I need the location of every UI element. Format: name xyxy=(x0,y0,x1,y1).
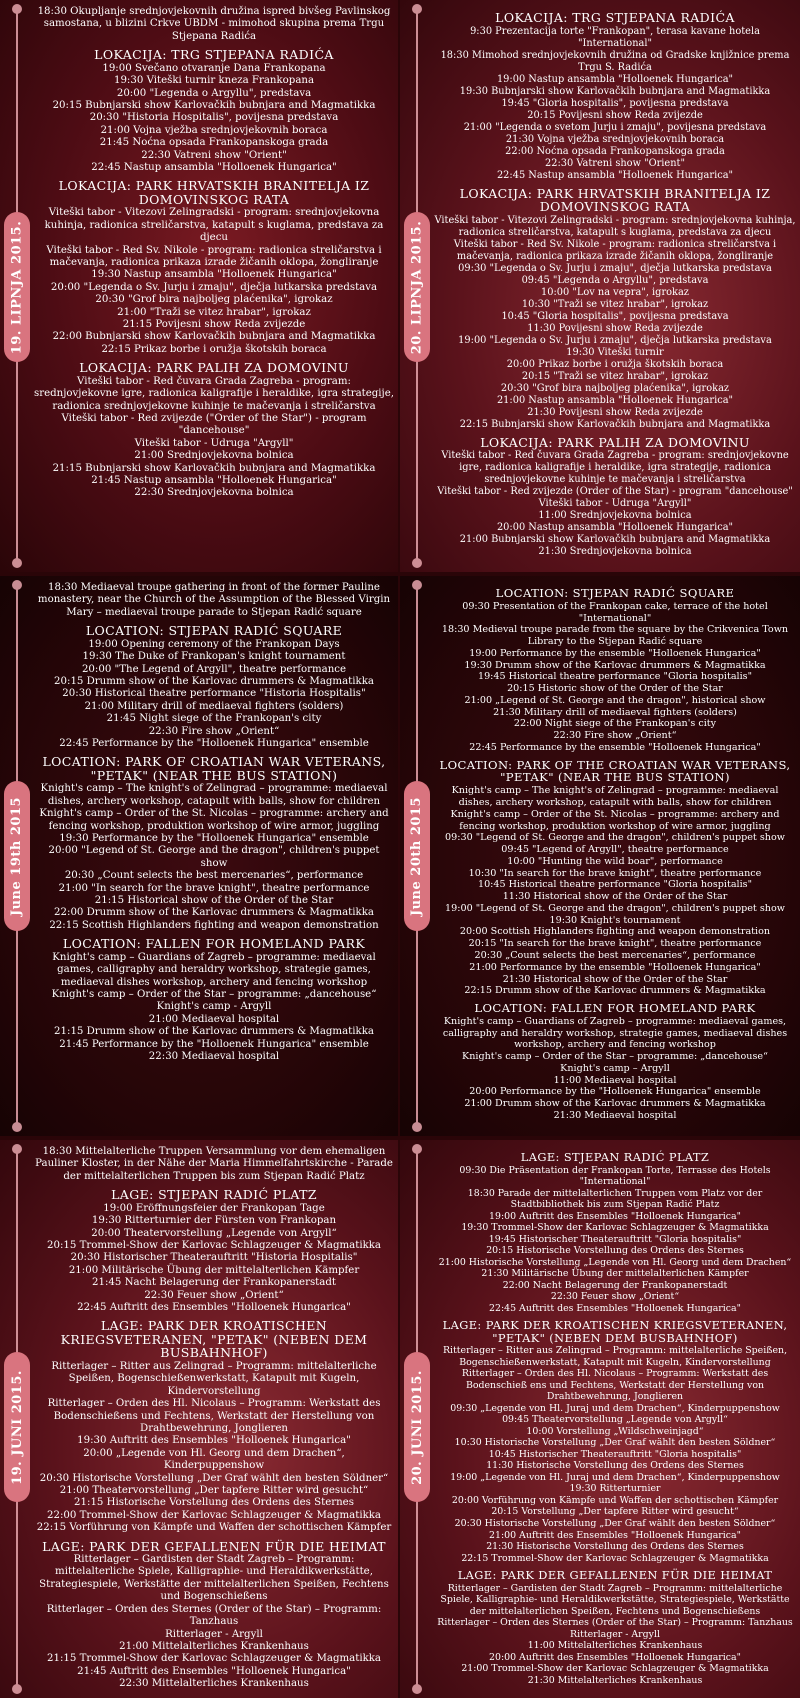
event-line: 20:00 Vorführung von Kämpfe und Waffen der schottischen Kämpfer xyxy=(451,1494,779,1506)
event-line: 21:00 Performance by the ensemble "Holloenek Hungarica" xyxy=(469,961,761,973)
location-heading: LAGE: PARK DER KROATISCHEN KRIEGSVETERANEN, "PETAK" (NEBEN DEM BUSBAHNHOF) xyxy=(60,1318,368,1361)
event-line: 10:00 "Lov na vepra", igrokaz xyxy=(541,286,689,298)
event-line: 20:00 Scottish Highlanders fighting and weapon demonstration xyxy=(459,926,771,938)
event-line: 22:15 Bubnjarski show Karlovačkih bubnjara and Magmatikka xyxy=(459,418,771,430)
panel-en-day1 xyxy=(0,576,398,1136)
location-heading: LAGE: STJEPAN RADIĆ PLATZ xyxy=(520,1150,710,1164)
location-heading: LOKACIJA: PARK HRVATSKIH BRANITELJA IZ DOMOVINSKOG RATA xyxy=(58,178,370,207)
schedule-content xyxy=(434,6,796,558)
event-line: 11:00 Srednjovjekovna bolnica xyxy=(538,510,692,521)
event-line: 9:30 Prezentacija torte "Frankopan", terasa kavane hotela "International" xyxy=(470,25,760,49)
event-line: 09:30 "Legenda o Sv. Jurju i zmaju", dječja lutkarska predstava xyxy=(458,262,772,274)
event-line: Knight's camp – The knight's of Zelingrad – programme: mediaeval dishes, archery workshop, catapult with balls, show for children xyxy=(451,785,779,809)
event-line: 18:30 Mimohod srednjovjekovnih družina od Gradske knjižnice prema Trgu S. Radića xyxy=(440,49,790,73)
event-line: 19:30 Drumm show of the Karlovac drummers & Magmatikka xyxy=(464,659,766,671)
event-line: 21:30 Srednjovjekovna bolnica xyxy=(538,546,692,557)
panel-hr-day2 xyxy=(400,0,800,572)
schedule-content xyxy=(34,582,394,1063)
event-line: 11:30 Historische Vorstellung des Ordens des Sternes xyxy=(486,1460,744,1472)
event-line: 21:00 Nastup ansambla "Holloenek Hungarica" xyxy=(496,394,734,406)
event-line: Viteški tabor - Udruga "Argyll" xyxy=(538,498,692,509)
event-line: 19:00 Performance by the ensemble "Holloenek Hungarica" xyxy=(469,647,761,659)
date-badge: 19. LIPNJA 2015. xyxy=(4,212,30,362)
event-line: 22:00 Night siege of the Frankopan's city xyxy=(513,718,717,730)
event-line: 21:45 Nacht Belagerung der Frankopanerstadt xyxy=(92,1277,336,1289)
event-line: 19:30 Performance by the "Holloenek Hungarica" ensemble xyxy=(59,833,369,844)
event-line: 19:30 Bubnjarski show Karlovačkih bubnjara and Magmatikka xyxy=(459,85,771,97)
event-line: 21:00 Drumm show of the Karlovac drummers & Magmatikka xyxy=(464,1098,766,1110)
event-line: 19:00 Eröffnungsfeier der Frankopan Tage xyxy=(103,1202,325,1214)
event-line: 19:45 Historical theatre performance "Gloria hospitalis" xyxy=(477,671,753,683)
event-line: Ritterlager – Orden des Sternes (Order of the Star) – Programm: Tanzhaus xyxy=(437,1617,793,1629)
event-line: 19:30 Viteški turnir xyxy=(566,346,664,358)
event-line: Ritterlager – Gardisten der Stadt Zagreb – Programm: mittelalterliche Spiele, Kalligraphie- und Heraldikwerkstätte, Strategiespiele, Werkstätte der mittelalterlichen Speißen, Fechtens und Bogenschießens xyxy=(39,1554,389,1603)
location-heading: LOKACIJA: PARK PALIH ZA DOMOVINU xyxy=(480,434,750,450)
event-line: 21:45 Noćna opsada Frankopanskoga grada xyxy=(99,137,329,149)
event-line: 22:00 Nacht Belagerung der Frankopanerstadt xyxy=(502,1279,728,1291)
date-badge: June 19th 2015 xyxy=(4,781,30,931)
event-line: 19:00 Nastup ansambla "Holloenek Hungarica" xyxy=(496,73,734,85)
event-line: 19:00 Svečano otvaranje Dana Frankopana xyxy=(102,62,326,74)
event-line: 10:30 "Traži se vitez hrabar", igrokaz xyxy=(521,298,709,310)
event-line: 22:30 Mediaeval hospital xyxy=(148,1051,280,1062)
event-line: 11:00 Mittelalterliches Krankenhaus xyxy=(527,1640,703,1652)
event-line: 20:15 Trommel-Show der Karlovac Schlagzeuger & Magmatikka xyxy=(46,1239,381,1251)
event-line: 22:30 Feuer show „Orient“ xyxy=(550,1291,680,1303)
event-line: Knight's camp – Guardians of Zagreb – programme: mediaeval games, calligraphy and heraldry workshop, strategie games, mediaeval dishes workshop, archery and fencing workshop xyxy=(442,1015,788,1051)
event-line: 20:30 "Grof bira najboljeg plaćenika", igrokaz xyxy=(500,382,730,394)
event-line: 21:00 Trommel-Show der Karlovac Schlagzeuger & Magmatikka xyxy=(461,1663,769,1675)
event-line: 21:15 Trommel-Show der Karlovac Schlagzeuger & Magmatikka xyxy=(46,1653,381,1665)
event-line: 20:15 Vorstellung „Der tapfere Ritter wird gesucht“ xyxy=(491,1506,739,1518)
event-line: Ritterlager - Argyll xyxy=(165,1628,263,1640)
event-line: 21:00 Militärische Übung der mittelalterlichen Kämpfer xyxy=(68,1264,360,1276)
event-line: 21:00 "In search for the brave knight", theatre performance xyxy=(58,882,370,894)
event-line: 22:00 Bubnjarski show Karlovačkih bubnjara and Magmatikka xyxy=(52,331,376,343)
event-line: 22:30 Srednjovjekovna bolnica xyxy=(134,487,294,499)
event-line: 19:00 "Legend of St. George and the dragon", children's puppet show xyxy=(445,902,785,914)
event-line: Ritterlager – Orden des Hl. Nicolaus – Programm: Werkstatt des Bodenschießens und Fechtens, Werkstatt der Herstellung von Drahtbewehrung, Jonglieren xyxy=(47,1398,381,1434)
event-line: Ritterlager – Orden des Hl. Nicolaus – Programm: Werkstatt des Bodenschieß ens und Fechtens, Werkstatt der Herstellung von Drahtbewehrung, Jonglieren xyxy=(461,1368,769,1403)
event-line: 10:30 Historische Vorstellung „Der Graf wählt den besten Söldner“ xyxy=(454,1437,776,1449)
event-line: Viteški tabor - Red zvijezde (Order of the Star) - program "dancehouse" xyxy=(437,486,793,497)
event-line: 22:00 Drumm show of the Karlovac drummers & Magmatikka xyxy=(54,907,374,919)
location-heading: LAGE: PARK DER GEFALLENEN FÜR DIE HEIMAT xyxy=(42,1538,386,1554)
event-line: Viteški tabor - Red čuvara Grada Zagreba - program: srednjovjekovne igre, radionica kaligrafije i heraldike, igra strategije, radionica srednjovjekovne kuhinje te mačevanja i streličarstva xyxy=(441,450,789,485)
event-line: 21:30 Historical show of the Order of the Star xyxy=(502,973,728,985)
event-line: 20:30 Historical theatre performance "Historia Hospitalis" xyxy=(62,688,366,700)
location-heading: LOKACIJA: TRG STJEPANA RADIĆA xyxy=(94,47,334,63)
event-line: Knight's camp – The knight's of Zelingrad – programme: mediaeval dishes, archery workshop, catapult with balls, show for children xyxy=(40,783,388,807)
event-line: 21:00 Vojna vježba srednjovjekovnih boraca xyxy=(100,124,328,136)
event-line: 21:15 Povijesni show Reda zvijezde xyxy=(122,319,306,331)
panel-de-day2 xyxy=(400,1140,800,1698)
event-line: 22:15 Prikaz borbe i oružja škotskih boraca xyxy=(101,343,327,355)
event-line: 22:30 Vatreni show "Orient" xyxy=(141,149,287,161)
event-line: Knight's camp – Order of the Star – programme: „dancehouse“ xyxy=(51,988,377,1000)
event-line: Knight's camp – Argyll xyxy=(560,1062,670,1074)
event-line: 20:00 "Legenda o Sv. Jurju i zmaju", dječja lutkarska predstava xyxy=(50,281,378,293)
event-line: 19:45 "Gloria hospitalis", povijesna predstava xyxy=(501,97,729,109)
event-line: 19:00 Opening ceremony of the Frankopan Days xyxy=(88,638,340,650)
event-line: 11:00 Mediaeval hospital xyxy=(553,1074,677,1086)
event-line: 22:45 Performance by the "Holloenek Hungarica" ensemble xyxy=(59,737,369,749)
event-line: 21:00 Auftritt des Ensembles "Holloenek Hungarica" xyxy=(489,1529,741,1541)
event-line: 20:00 Prikaz borbe i oružja škotskih boraca xyxy=(506,358,724,370)
event-line: 21:00 Bubnjarski show Karlovačkih bubnjara and Magmatikka xyxy=(459,534,771,545)
event-line: 09:30 Die Präsentation der Frankopan Torte, Terrasse des Hotels "International" xyxy=(459,1164,771,1188)
event-line: 21:15 Historical show of the Order of the Star xyxy=(94,895,334,907)
event-line: 20:00 "Legend of St. George and the dragon", children's puppet show xyxy=(48,845,380,869)
event-line: 20:15 Historic show of the Order of the Star xyxy=(507,683,723,695)
event-line: 22:30 Vatreni show "Orient" xyxy=(545,157,685,169)
event-line: 21:00 Mittelalterliches Krankenhaus xyxy=(119,1640,309,1652)
event-line: 21:00 „Legend of St. George and the dragon", historical show xyxy=(464,694,766,706)
event-line: 22:30 Mittelalterliches Krankenhaus xyxy=(119,1678,309,1690)
event-line: 21:30 Militärische Übung der mittelalterlichen Kämpfer xyxy=(481,1268,749,1280)
event-line: 09:30 „Legende von Hl. Juraj und dem Drachen“, Kinderpuppenshow xyxy=(450,1402,780,1414)
event-line: Ritterlager – Gardisten der Stadt Zagreb – Programm: mittelalterliche Spiele, Kalligraphie- und Heraldikwerkstätte, Strategiespiele, Werkstätte der mittelalterlichen Speißen, Fechtens und Bogenschießens xyxy=(440,1582,790,1617)
location-heading: LOCATION: PARK OF CROATIAN WAR VETERANS, "PETAK" (NEAR THE BUS STATION) xyxy=(42,754,386,783)
location-heading: LOCATION: STJEPAN RADIĆ SQUARE xyxy=(85,623,343,639)
event-line: 22:30 Fire show „Orient“ xyxy=(553,730,677,742)
event-line: 10:00 Vorstellung „Wildschweinjagd“ xyxy=(526,1425,704,1437)
event-line: Ritterlager – Ritter aus Zelingrad – Programm: mittelalterliche Speißen, Bogenschießenwerkstatt, Katapult mit Kugeln, Kindervorstellung xyxy=(442,1345,788,1368)
location-heading: LOKACIJA: PARK HRVATSKIH BRANITELJA IZ DOMOVINSKOG RATA xyxy=(459,185,771,214)
event-line: 11:30 Povijesni show Reda zvijezde xyxy=(527,322,703,334)
event-line: 19:30 The Duke of Frankopan's knight tournament xyxy=(82,651,346,663)
event-line: 21:00 Theatervorstellung „Der tapfere Ritter wird gesucht“ xyxy=(59,1484,369,1496)
event-line: Knight's camp – Order of the Star – programme: „dancehouse“ xyxy=(462,1051,768,1063)
event-line: 21:15 Historische Vorstellung des Ordens des Sternes xyxy=(74,1497,354,1509)
event-line: 22:45 Auftritt des Ensembles "Holloenek Hungarica" xyxy=(77,1301,351,1313)
event-line: 09:30 Presentation of the Frankopan cake, terrace of the hotel "International" xyxy=(462,600,768,624)
event-line: 21:45 Auftritt des Ensembles "Holloenek Hungarica" xyxy=(77,1665,351,1677)
panel-en-day2 xyxy=(400,576,800,1136)
event-line: Knight's camp – Guardians of Zagreb – programme: mediaeval games, calligraphy and heraldry workshop, strategie games, mediaeval dishes workshop, archery and fencing workshop xyxy=(52,951,376,988)
intro-text: 18:30 Okupljanje srednjovjekovnih družina ispred bivšeg Pavlinskog samostana, u blizini Crkve UBDM - mimohod skupina prema Trgu Stjepana Radića xyxy=(37,6,391,42)
event-line: 19:00 Auftritt des Ensembles "Holloenek Hungarica" xyxy=(489,1210,741,1222)
event-line: 19:30 Trommel-Show der Karlovac Schlagzeuger & Magmatikka xyxy=(461,1222,769,1234)
event-line: 22:30 Feuer show „Orient“ xyxy=(144,1289,284,1301)
event-line: 19:30 Knight's tournament xyxy=(549,914,681,926)
event-line: 21:00 "Traži se vitez hrabar", igrokaz xyxy=(117,306,311,318)
event-line: 21:15 Bubnjarski show Karlovačkih bubnjara and Magmatikka xyxy=(52,462,376,474)
event-line: 21:30 Historische Vorstellung des Ordens des Sternes xyxy=(486,1541,744,1553)
event-line: 10:30 "In search for the brave knight", theatre performance xyxy=(468,867,762,879)
event-line: 19:30 Auftritt des Ensembles "Holloenek Hungarica" xyxy=(77,1435,351,1447)
location-heading: LAGE: STJEPAN RADIĆ PLATZ xyxy=(111,1187,317,1203)
event-line: Viteški tabor - Vitezovi Zelingradski - program: srednjovjekovna kuhinja, radionica streličarstva, katapult s kuglama, predstava za djecu xyxy=(44,207,384,244)
event-line: 19:45 Historischer Theaterauftritt "Gloria hospitalis" xyxy=(488,1233,742,1245)
event-line: 10:45 Historical theatre performance "Gloria hospitalis" xyxy=(477,879,753,891)
event-line: Viteški tabor - Red Sv. Nikole - program: radionica streličarstva i mačevanja, radionica prikaza izrade žičanih oklopa, žongliranje xyxy=(453,238,777,262)
event-line: 22:45 Performance by the ensemble "Holloenek Hungarica" xyxy=(469,741,761,753)
event-line: 19:00 „Legende von Hl. Juraj und dem Drachen“, Kinderpuppenshow xyxy=(450,1471,780,1483)
event-line: 10:45 "Gloria hospitalis", povijesna predstava xyxy=(501,310,729,322)
event-line: 22:15 Drumm show of the Karlovac drummers & Magmatikka xyxy=(464,985,766,997)
event-line: Viteški tabor - Red čuvara Grada Zagreba - program: srednjovjekovne igre, radionica kaligrafije i heraldike, igra strategije, radionica srednjovjekovne kuhinje te mačevanja i streličarstva xyxy=(34,375,394,412)
event-line: 09:30 "Legend of St. George and the dragon", children's puppet show xyxy=(445,832,785,844)
event-line: Viteški tabor - Vitezovi Zelingradski - program: srednjovjekovna kuhinja, radionica streličarstva, katapult s kuglama, predstava za djecu xyxy=(434,214,796,238)
date-badge: 20. JUNI 2015. xyxy=(404,1352,430,1502)
schedule-content xyxy=(34,6,394,500)
event-line: 19:00 "Legenda o Sv. Jurju i zmaju", dječja lutkarska predstava xyxy=(458,334,772,346)
event-line: 20:15 "Traži se vitez hrabar", igrokaz xyxy=(521,370,709,382)
event-line: Ritterlager - Argyll xyxy=(570,1628,660,1640)
event-line: 20:00 „Legende von Hl. Georg und dem Drachen“, Kinderpuppenshow xyxy=(83,1447,345,1472)
event-line: 21:30 Military drill of mediaeval fighters (solders) xyxy=(493,706,737,718)
event-line: 20:00 Performance by the "Holloenek Hungarica" ensemble xyxy=(469,1086,761,1098)
location-heading: LOCATION: FALLEN FOR HOMELAND PARK xyxy=(474,1001,756,1016)
location-heading: LOKACIJA: TRG STJEPANA RADIĆA xyxy=(495,10,735,25)
location-heading: LOCATION: PARK OF THE CROATIAN WAR VETERANS, "PETAK" (NEAR THE BUS STATION) xyxy=(439,757,791,785)
event-line: 20:15 Drumm show of the Karlovac drummers & Magmatikka xyxy=(54,675,374,687)
schedule-content xyxy=(434,582,796,1122)
event-line: 20:00 Auftritt des Ensembles "Holloenek Hungarica" xyxy=(489,1651,741,1663)
location-heading: LAGE: PARK DER KROATISCHEN KRIEGSVETERANEN, "PETAK" (NEBEN DEM BUSBAHNHOF) xyxy=(442,1318,788,1345)
event-line: 20:30 "Grof bira najboljeg plaćenika", igrokaz xyxy=(95,294,333,306)
event-line: 09:45 "Legend of Argyll", theatre performance xyxy=(501,844,729,856)
event-line: 10:45 Historischer Theaterauftritt "Gloria hospitalis" xyxy=(488,1448,742,1460)
event-line: 20:30 Historischer Theaterauftritt "Historia Hospitalis" xyxy=(70,1252,358,1264)
intro-text: 18:30 Mittelalterliche Truppen Versammlung vor dem ehemaligen Pauliner Kloster, in der Nähe der Maria Himmelfahrtskirche - Parade der mittelalterlichen Truppen bis zum Stjepan Radić Platz xyxy=(35,1146,393,1182)
event-line: 10:00 "Hunting the wild boar", performance xyxy=(507,855,723,867)
date-badge: 19. JUNI 2015. xyxy=(4,1352,30,1502)
event-line: Ritterlager – Orden des Sternes (Order of the Star) – Programm: Tanzhaus xyxy=(46,1603,382,1628)
date-badge: 20. LIPNJA 2015. xyxy=(404,212,430,362)
event-line: 19:30 Ritterturnier xyxy=(569,1483,661,1495)
intro-text: 18:30 Mediaeval troupe gathering in front of the former Pauline monastery, near the Church of the Assumption of the Blessed Virgin Mary – mediaeval troupe parade to Stjepan Radić square xyxy=(37,582,391,618)
event-line: 22:45 Nastup ansambla "Holloenek Hungarica" xyxy=(91,161,337,173)
event-line: 20:15 Bubnjarski show Karlovačkih bubnjara and Magmatikka xyxy=(52,99,376,111)
event-line: 21:00 "Legenda o svetom Jurju i zmaju", povijesna predstava xyxy=(463,121,767,133)
event-line: 20:15 "In search for the brave knight", theatre performance xyxy=(468,938,762,950)
event-line: 19:30 Nastup ansambla "Holloenek Hungarica" xyxy=(91,269,337,281)
event-line: 18:30 Medieval troupe parade from the square by the Crikvenica Town Library to the Stjepan Radić square xyxy=(441,624,789,648)
event-line: 22:45 Nastup ansambla "Holloenek Hungarica" xyxy=(496,169,734,181)
event-line: 21:45 Night siege of the Frankopan's city xyxy=(106,713,322,725)
event-line: 20:30 „Count selects the best mercenaries“, performance xyxy=(474,949,756,961)
event-line: 22:15 Vorführung von Kämpfe und Waffen der schottischen Kämpfer xyxy=(36,1522,392,1534)
event-line: 20:30 „Count selects the best mercenaries“, performance xyxy=(64,870,364,882)
event-line: 21:30 Mittelalterliches Krankenhaus xyxy=(527,1674,703,1686)
event-line: 20:00 Theatervorstellung „Legende von Argyll“ xyxy=(91,1227,337,1239)
event-line: Ritterlager – Ritter aus Zelingrad – Programm: mittelalterliche Speißen, Bogenschießenwerkstatt, Katapult mit Kugeln, Kindervorstellung xyxy=(51,1360,377,1397)
event-line: 20:00 Nastup ansambla "Holloenek Hungarica" xyxy=(496,522,734,533)
event-line: 18:30 Parade der mittelalterlichen Truppen vom Platz vor der Stadtbibliothek bis zum Stjepan Radić Platz xyxy=(467,1187,763,1211)
event-line: 11:30 Historical show of the Order of the Star xyxy=(502,891,728,903)
location-heading: LOKACIJA: PARK PALIH ZA DOMOVINU xyxy=(79,360,349,376)
event-line: Knight's camp - Argyll xyxy=(156,1001,272,1013)
event-line: 22:15 Trommel-Show der Karlovac Schlagzeuger & Magmatikka xyxy=(461,1552,769,1564)
schedule-content xyxy=(434,1146,796,1686)
location-heading: LOCATION: FALLEN FOR HOMELAND PARK xyxy=(62,936,366,952)
event-line: 19:30 Ritterturnier der Fürsten von Frankopan xyxy=(91,1215,337,1227)
event-line: 22:00 Noćna opsada Frankopanskoga grada xyxy=(505,145,725,157)
event-line: 21:45 Nastup ansambla "Holloenek Hungarica" xyxy=(91,475,337,486)
event-line: 20:15 Historische Vorstellung des Ordens des Sternes xyxy=(486,1245,744,1257)
event-line: Knight's camp – Order of the St. Nicolas – programme: archery and fencing workshop, produktion workshop of wire armor, juggling xyxy=(39,808,389,832)
event-line: 21:00 Historische Vorstellung „Legende von Hl. Georg und dem Drachen“ xyxy=(438,1256,792,1268)
event-line: 22:30 Fire show „Orient“ xyxy=(148,725,280,737)
event-line: Knight's camp – Order of the St. Nicolas – programme: archery and fencing workshop, produktion workshop of wire armor, juggling xyxy=(450,808,780,832)
event-line: Viteški tabor - Udruga "Argyll" xyxy=(134,437,294,449)
event-line: 22:00 Trommel-Show der Karlovac Schlagzeuger & Magmatikka xyxy=(46,1509,381,1521)
location-heading: LAGE: PARK DER GEFALLENEN FÜR DIE HEIMAT xyxy=(457,1568,773,1583)
schedule-content xyxy=(34,1146,394,1691)
event-line: Viteški tabor - Red zvijezde ("Order of the Star") - program "dancehouse" xyxy=(61,412,367,437)
event-line: 21:00 Mediaeval hospital xyxy=(148,1013,280,1025)
event-line: 20:30 Historische Vorstellung „Der Graf wählt den besten Söldner“ xyxy=(454,1517,776,1529)
event-line: 09:45 "Legenda o Argyllu", predstava xyxy=(521,274,709,286)
event-line: 20:30 Historische Vorstellung „Der Graf wählt den besten Söldner“ xyxy=(39,1472,389,1484)
event-line: 20:00 "The Legend of Argyll", theatre performance xyxy=(81,663,347,675)
event-line: 21:45 Performance by the "Holloenek Hungarica" ensemble xyxy=(59,1038,369,1050)
event-line: 20:30 "Historia Hospitalis", povijesna predstava xyxy=(89,112,339,124)
event-line: 21:00 Military drill of mediaeval fighters (solders) xyxy=(84,700,344,712)
event-line: 20:15 Povijesni show Reda zvijezde xyxy=(527,109,703,121)
event-line: 19:30 Viteški turnir kneza Frankopana xyxy=(113,75,315,87)
event-line: 21:30 Povijesni show Reda zvijezde xyxy=(527,406,703,418)
event-line: 09:45 Theatervorstellung „Legende von Argyll“ xyxy=(502,1414,728,1426)
event-line: 21:30 Vojna vježba srednjovjekovnih boraca xyxy=(505,133,725,145)
event-line: 22:45 Auftritt des Ensembles "Holloenek Hungarica" xyxy=(489,1302,741,1314)
location-heading: LOCATION: STJEPAN RADIĆ SQUARE xyxy=(495,586,735,600)
event-line: 21:00 Srednjovjekovna bolnica xyxy=(134,450,294,462)
event-line: Viteški tabor - Red Sv. Nikole - program: radionica streličarstva i mačevanja, radionica prikaza izrade žičanih oklopa, žongliranje xyxy=(46,244,382,268)
event-line: 21:15 Drumm show of the Karlovac drummers & Magmatikka xyxy=(54,1026,374,1038)
event-line: 21:30 Mediaeval hospital xyxy=(553,1109,677,1121)
panel-hr-day1 xyxy=(0,0,398,572)
event-line: 20:00 "Legenda o Argyllu", predstava xyxy=(116,87,312,99)
panel-de-day1 xyxy=(0,1140,398,1698)
event-line: 22:15 Scottish Highlanders fighting and weapon demonstration xyxy=(49,919,379,931)
date-badge: June 20th 2015 xyxy=(404,781,430,931)
